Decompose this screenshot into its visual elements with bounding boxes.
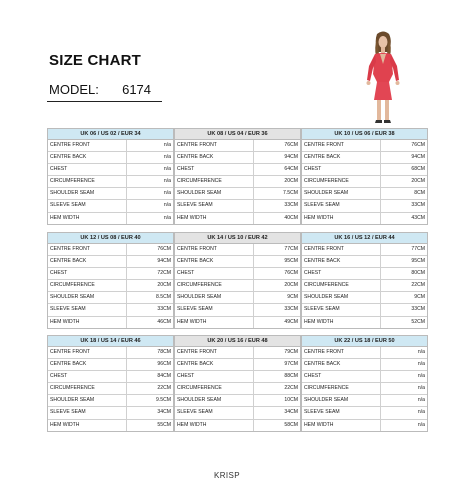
measurement-value: 88CM — [284, 373, 298, 380]
measurement-row — [48, 188, 173, 200]
measurement-label: CIRCUMFERENCE — [48, 176, 127, 187]
measurement-label: HEM WIDTH — [175, 420, 254, 431]
measurement-value: 20CM — [411, 178, 425, 185]
size-card-header: UK 08 / US 04 / EUR 36 — [175, 129, 300, 140]
measurement-value: 7.5CM — [282, 190, 298, 197]
measurement-label: CENTRE FRONT — [175, 140, 254, 151]
measurement-row — [175, 176, 300, 188]
model-underline — [47, 101, 162, 102]
measurement-label: HEM WIDTH — [302, 317, 381, 328]
measurement-value: 9.5CM — [155, 397, 171, 404]
measurement-value: 80CM — [411, 270, 425, 277]
measurement-row — [302, 371, 427, 383]
measurement-row — [175, 359, 300, 371]
measurement-row — [48, 164, 173, 176]
measurement-label: SHOULDER SEAM — [175, 292, 254, 303]
measurement-row — [175, 292, 300, 304]
measurement-label: CHEST — [48, 371, 127, 382]
page-title: SIZE CHART — [49, 52, 141, 69]
measurement-label: HEM WIDTH — [175, 213, 254, 224]
measurement-value: 8.5CM — [155, 294, 171, 301]
measurement-row — [302, 256, 427, 268]
measurement-label: CIRCUMFERENCE — [302, 280, 381, 291]
measurement-value: 95CM — [411, 258, 425, 265]
measurement-row — [48, 371, 173, 383]
measurement-value: 97CM — [284, 361, 298, 368]
measurement-row — [48, 292, 173, 304]
measurement-value: n/a — [417, 349, 425, 355]
measurement-value: 76CM — [411, 142, 425, 148]
measurement-row — [175, 188, 300, 200]
measurement-label: CHEST — [48, 164, 127, 175]
measurement-value: 46CM — [157, 318, 171, 325]
size-card — [47, 335, 174, 432]
measurement-label: SHOULDER SEAM — [48, 292, 127, 303]
measurement-value: 33CM — [284, 306, 298, 313]
measurement-row — [302, 407, 427, 419]
measurement-row — [175, 347, 300, 359]
measurement-value: n/a — [163, 190, 171, 197]
measurement-value: 94CM — [284, 154, 298, 161]
measurement-value: 49CM — [284, 318, 298, 325]
size-card-header: UK 12 / US 08 / EUR 40 — [48, 233, 173, 244]
measurement-label: SLEEVE SEAM — [175, 200, 254, 211]
measurement-label: HEM WIDTH — [48, 420, 127, 431]
measurement-row — [175, 256, 300, 268]
measurement-row — [175, 152, 300, 164]
measurement-row — [175, 140, 300, 152]
measurement-value: 40CM — [284, 214, 298, 221]
measurement-row — [48, 140, 173, 152]
measurement-row — [175, 383, 300, 395]
measurement-value: 33CM — [157, 306, 171, 313]
measurement-label: SHOULDER SEAM — [175, 395, 254, 406]
measurement-label: CENTRE BACK — [175, 359, 254, 370]
measurement-row — [302, 317, 427, 328]
measurement-value: 33CM — [411, 306, 425, 313]
measurement-label: CHEST — [175, 371, 254, 382]
measurement-value: n/a — [163, 142, 171, 148]
measurement-label: CHEST — [302, 371, 381, 382]
measurement-row — [48, 152, 173, 164]
measurement-value: n/a — [163, 202, 171, 209]
measurement-value: n/a — [417, 361, 425, 368]
measurement-value: 76CM — [284, 142, 298, 148]
measurement-label: SLEEVE SEAM — [302, 407, 381, 418]
measurement-value: 72CM — [157, 270, 171, 277]
measurement-value: n/a — [417, 385, 425, 392]
size-card — [47, 128, 174, 225]
size-card — [301, 128, 428, 225]
measurement-label: SLEEVE SEAM — [48, 407, 127, 418]
measurement-label: CENTRE BACK — [175, 152, 254, 163]
measurement-value: n/a — [417, 409, 425, 416]
measurement-row — [48, 304, 173, 316]
measurement-row — [48, 268, 173, 280]
measurement-value: n/a — [163, 154, 171, 161]
measurement-label: CENTRE FRONT — [48, 140, 127, 151]
measurement-value: n/a — [417, 421, 425, 428]
measurement-row — [302, 280, 427, 292]
measurement-label: CENTRE BACK — [302, 256, 381, 267]
measurement-row — [175, 304, 300, 316]
measurement-value: n/a — [163, 178, 171, 185]
measurement-label: CIRCUMFERENCE — [175, 176, 254, 187]
measurement-row — [302, 164, 427, 176]
measurement-label: SLEEVE SEAM — [302, 304, 381, 315]
measurement-label: CENTRE BACK — [302, 359, 381, 370]
measurement-row — [48, 407, 173, 419]
measurement-label: SHOULDER SEAM — [302, 395, 381, 406]
measurement-label: SHOULDER SEAM — [48, 188, 127, 199]
measurement-row — [302, 268, 427, 280]
measurement-value: 9CM — [287, 294, 298, 301]
measurement-row — [175, 280, 300, 292]
measurement-label: SHOULDER SEAM — [302, 188, 381, 199]
measurement-label: SHOULDER SEAM — [175, 188, 254, 199]
measurement-row — [302, 188, 427, 200]
measurement-label: SLEEVE SEAM — [48, 200, 127, 211]
measurement-row — [175, 200, 300, 212]
measurement-label: CENTRE FRONT — [302, 140, 381, 151]
measurement-label: HEM WIDTH — [302, 213, 381, 224]
measurement-label: CENTRE FRONT — [175, 347, 254, 358]
measurement-value: 55CM — [157, 421, 171, 428]
measurement-row — [302, 213, 427, 224]
measurement-label: CIRCUMFERENCE — [48, 383, 127, 394]
measurement-value: 22CM — [157, 385, 171, 392]
measurement-row — [48, 244, 173, 256]
measurement-label: CENTRE FRONT — [48, 347, 127, 358]
measurement-row — [175, 317, 300, 328]
measurement-value: 22CM — [411, 282, 425, 289]
measurement-row — [302, 292, 427, 304]
measurement-label: CHEST — [302, 268, 381, 279]
measurement-label: CHEST — [48, 268, 127, 279]
measurement-value: 84CM — [157, 373, 171, 380]
measurement-value: 64CM — [284, 166, 298, 173]
measurement-row — [48, 359, 173, 371]
measurement-row — [48, 176, 173, 188]
measurement-label: SHOULDER SEAM — [302, 292, 381, 303]
model-photo — [355, 30, 410, 125]
measurement-value: 76CM — [157, 246, 171, 252]
measurement-label: CENTRE BACK — [48, 256, 127, 267]
measurement-row — [175, 420, 300, 431]
measurement-label: CENTRE FRONT — [48, 244, 127, 255]
measurement-row — [48, 213, 173, 224]
size-card — [174, 335, 301, 432]
measurement-value: 78CM — [157, 349, 171, 355]
measurement-value: 20CM — [284, 178, 298, 185]
measurement-value: 68CM — [411, 166, 425, 173]
measurement-value: n/a — [417, 397, 425, 404]
measurement-value: 58CM — [284, 421, 298, 428]
measurement-row — [48, 420, 173, 431]
measurement-row — [48, 347, 173, 359]
measurement-row — [302, 347, 427, 359]
measurement-value: 9CM — [414, 294, 425, 301]
measurement-value: 20CM — [284, 282, 298, 289]
measurement-row — [175, 395, 300, 407]
measurement-label: HEM WIDTH — [48, 317, 127, 328]
measurement-value: 22CM — [284, 385, 298, 392]
measurement-row — [302, 359, 427, 371]
measurement-value: 33CM — [411, 202, 425, 209]
size-card — [174, 128, 301, 225]
measurement-value: 34CM — [284, 409, 298, 416]
measurement-value: n/a — [163, 214, 171, 221]
measurement-row — [302, 140, 427, 152]
size-card-header: UK 20 / US 16 / EUR 48 — [175, 336, 300, 347]
measurement-value: 52CM — [411, 318, 425, 325]
size-card — [47, 232, 174, 329]
size-card — [301, 232, 428, 329]
measurement-row — [175, 213, 300, 224]
measurement-value: 77CM — [284, 246, 298, 252]
measurement-label: CENTRE FRONT — [175, 244, 254, 255]
measurement-label: CENTRE BACK — [175, 256, 254, 267]
measurement-row — [48, 383, 173, 395]
measurement-label: SLEEVE SEAM — [175, 407, 254, 418]
measurement-row — [302, 244, 427, 256]
size-card-header: UK 10 / US 06 / EUR 38 — [302, 129, 427, 140]
measurement-row — [175, 371, 300, 383]
measurement-row — [48, 280, 173, 292]
measurement-row — [48, 317, 173, 328]
measurement-row — [175, 268, 300, 280]
measurement-value: 43CM — [411, 214, 425, 221]
measurement-row — [302, 200, 427, 212]
measurement-label: HEM WIDTH — [175, 317, 254, 328]
measurement-row — [302, 304, 427, 316]
measurement-value: 76CM — [284, 270, 298, 277]
measurement-value: 79CM — [284, 349, 298, 355]
model-label: MODEL: — [49, 82, 99, 97]
measurement-label: HEM WIDTH — [48, 213, 127, 224]
measurement-row — [175, 244, 300, 256]
measurement-value: 95CM — [284, 258, 298, 265]
measurement-row — [302, 395, 427, 407]
size-card-header: UK 16 / US 12 / EUR 44 — [302, 233, 427, 244]
measurement-label: CENTRE FRONT — [302, 244, 381, 255]
model-number: 6174 — [122, 82, 152, 97]
measurement-label: SLEEVE SEAM — [302, 200, 381, 211]
measurement-row — [302, 152, 427, 164]
measurement-label: CHEST — [175, 164, 254, 175]
measurement-value: 94CM — [411, 154, 425, 161]
size-card-header: UK 22 / US 18 / EUR 50 — [302, 336, 427, 347]
measurement-value: 77CM — [411, 246, 425, 252]
measurement-value: 20CM — [157, 282, 171, 289]
measurement-row — [48, 395, 173, 407]
size-card-header: UK 14 / US 10 / EUR 42 — [175, 233, 300, 244]
brand-name: KRISP — [214, 471, 241, 480]
measurement-value: 8CM — [414, 190, 425, 197]
measurement-row — [48, 256, 173, 268]
size-card — [301, 335, 428, 432]
model-line — [49, 82, 151, 97]
measurement-label: CHEST — [302, 164, 381, 175]
measurement-label: CIRCUMFERENCE — [48, 280, 127, 291]
measurement-row — [302, 420, 427, 431]
measurement-label: CIRCUMFERENCE — [175, 383, 254, 394]
measurement-label: CENTRE BACK — [302, 152, 381, 163]
measurement-value: 94CM — [157, 258, 171, 265]
measurement-row — [302, 383, 427, 395]
measurement-label: CENTRE BACK — [48, 359, 127, 370]
measurement-label: SLEEVE SEAM — [175, 304, 254, 315]
measurement-value: n/a — [163, 166, 171, 173]
measurement-row — [175, 164, 300, 176]
measurement-value: 33CM — [284, 202, 298, 209]
size-card-header: UK 06 / US 02 / EUR 34 — [48, 129, 173, 140]
measurement-label: HEM WIDTH — [302, 420, 381, 431]
measurement-label: CIRCUMFERENCE — [175, 280, 254, 291]
measurement-value: n/a — [417, 373, 425, 380]
size-card — [174, 232, 301, 329]
measurement-label: CENTRE BACK — [48, 152, 127, 163]
measurement-row — [175, 407, 300, 419]
measurement-value: 10CM — [284, 397, 298, 404]
measurement-label: CENTRE FRONT — [302, 347, 381, 358]
measurement-label: SLEEVE SEAM — [48, 304, 127, 315]
measurement-value: 96CM — [157, 361, 171, 368]
measurement-row — [302, 176, 427, 188]
size-card-header: UK 18 / US 14 / EUR 46 — [48, 336, 173, 347]
measurement-label: CIRCUMFERENCE — [302, 176, 381, 187]
measurement-row — [48, 200, 173, 212]
measurement-label: CIRCUMFERENCE — [302, 383, 381, 394]
measurement-value: 34CM — [157, 409, 171, 416]
measurement-label: CHEST — [175, 268, 254, 279]
measurement-label: SHOULDER SEAM — [48, 395, 127, 406]
